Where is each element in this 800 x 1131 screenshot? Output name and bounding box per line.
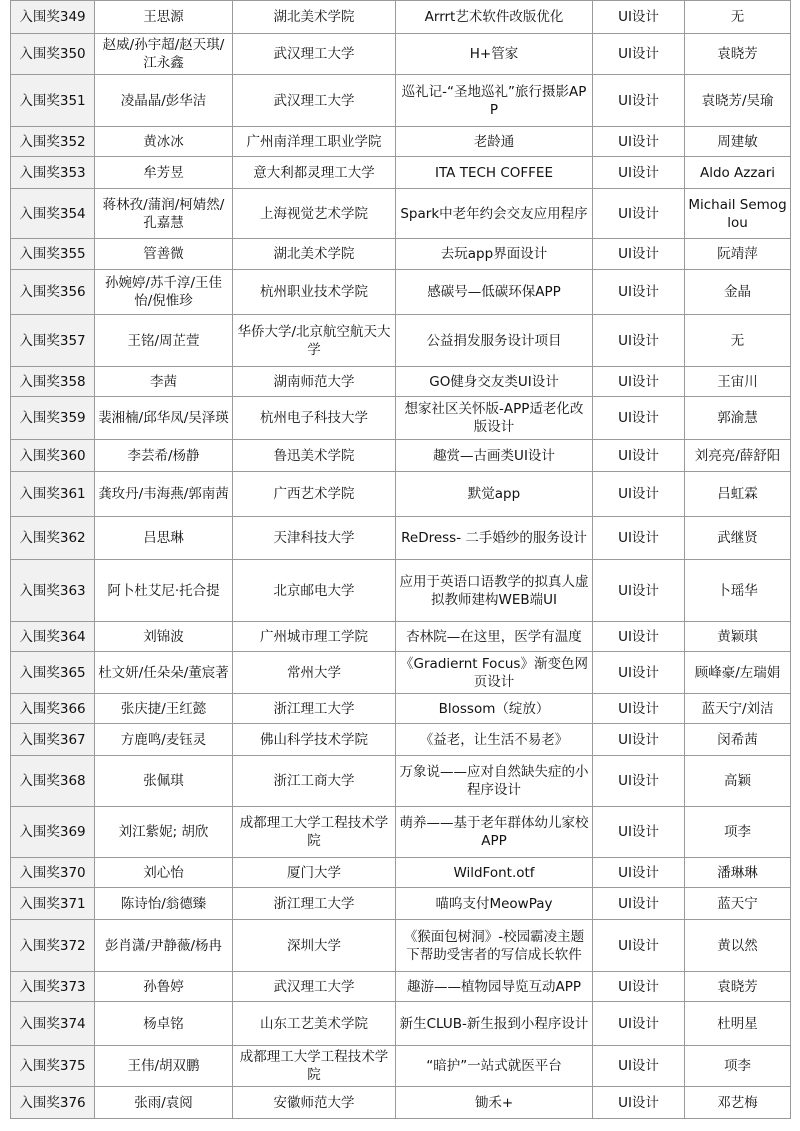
advisor-cell: 黄颖琪 — [685, 622, 791, 652]
award-cell: 入围奖356 — [11, 270, 95, 315]
advisor-cell: Michail Semoglou — [685, 189, 791, 239]
school-cell: 湖南师范大学 — [233, 367, 396, 397]
work-title-cell: 趣游——植物园导览互动APP — [396, 972, 593, 1002]
authors-cell: 裴湘楠/邱华凤/吴泽瑛 — [95, 397, 233, 440]
authors-cell: 张雨/袁阅 — [95, 1087, 233, 1119]
award-cell: 入围奖374 — [11, 1002, 95, 1046]
advisor-cell: 黄以然 — [685, 920, 791, 972]
category-cell: UI设计 — [593, 560, 685, 622]
authors-cell: 赵威/孙宇超/赵天琪/江永鑫 — [95, 34, 233, 75]
table-row — [11, 517, 791, 560]
table-row — [11, 315, 791, 367]
work-title-cell: 公益捐发服务设计项目 — [396, 315, 593, 367]
authors-cell: 吕思琳 — [95, 517, 233, 560]
award-cell: 入围奖365 — [11, 652, 95, 694]
advisor-cell: 吕虹霖 — [685, 472, 791, 517]
work-title-cell: 趣赏—古画类UI设计 — [396, 440, 593, 472]
award-cell: 入围奖370 — [11, 858, 95, 888]
advisor-cell: 杜明星 — [685, 1002, 791, 1046]
category-cell: UI设计 — [593, 652, 685, 694]
award-cell: 入围奖362 — [11, 517, 95, 560]
school-cell: 佛山科学技术学院 — [233, 724, 396, 756]
table-row — [11, 75, 791, 127]
school-cell: 成都理工大学工程技术学院 — [233, 1046, 396, 1087]
table-row — [11, 34, 791, 75]
table-row — [11, 127, 791, 157]
advisor-cell: 卜瑶华 — [685, 560, 791, 622]
school-cell: 杭州职业技术学院 — [233, 270, 396, 315]
table-row — [11, 756, 791, 807]
table-row — [11, 652, 791, 694]
advisor-cell: 项李 — [685, 1046, 791, 1087]
table-row — [11, 239, 791, 270]
authors-cell: 李茜 — [95, 367, 233, 397]
category-cell: UI设计 — [593, 756, 685, 807]
category-cell: UI设计 — [593, 807, 685, 858]
category-cell: UI设计 — [593, 189, 685, 239]
award-cell: 入围奖360 — [11, 440, 95, 472]
authors-cell: 刘锦波 — [95, 622, 233, 652]
school-cell: 安徽师范大学 — [233, 1087, 396, 1119]
authors-cell: 陈诗怡/翁德臻 — [95, 888, 233, 920]
award-cell: 入围奖351 — [11, 75, 95, 127]
advisor-cell: 阮靖萍 — [685, 239, 791, 270]
school-cell: 杭州电子科技大学 — [233, 397, 396, 440]
advisor-cell: 无 — [685, 1, 791, 34]
work-title-cell: ITA TECH COFFEE — [396, 157, 593, 189]
authors-cell: 阿卜杜艾尼·托合提 — [95, 560, 233, 622]
awards-table-body — [11, 1, 791, 1119]
advisor-cell: Aldo Azzari — [685, 157, 791, 189]
award-cell: 入围奖372 — [11, 920, 95, 972]
category-cell: UI设计 — [593, 75, 685, 127]
work-title-cell: 《Gradiernt Focus》渐变色网页设计 — [396, 652, 593, 694]
authors-cell: 黄冰冰 — [95, 127, 233, 157]
work-title-cell: 默觉app — [396, 472, 593, 517]
advisor-cell: 武继贤 — [685, 517, 791, 560]
table-row — [11, 560, 791, 622]
school-cell: 成都理工大学工程技术学院 — [233, 807, 396, 858]
work-title-cell: 萌养——基于老年群体幼儿家校APP — [396, 807, 593, 858]
category-cell: UI设计 — [593, 888, 685, 920]
work-title-cell: ReDress- 二手婚纱的服务设计 — [396, 517, 593, 560]
table-row — [11, 622, 791, 652]
table-row — [11, 972, 791, 1002]
school-cell: 华侨大学/北京航空航天大学 — [233, 315, 396, 367]
award-cell: 入围奖353 — [11, 157, 95, 189]
advisor-cell: 潘琳琳 — [685, 858, 791, 888]
award-cell: 入围奖369 — [11, 807, 95, 858]
advisor-cell: 蓝天宁 — [685, 888, 791, 920]
work-title-cell: 新生CLUB-新生报到小程序设计 — [396, 1002, 593, 1046]
authors-cell: 张佩琪 — [95, 756, 233, 807]
table-row — [11, 694, 791, 724]
category-cell: UI设计 — [593, 858, 685, 888]
award-cell: 入围奖376 — [11, 1087, 95, 1119]
category-cell: UI设计 — [593, 397, 685, 440]
category-cell: UI设计 — [593, 517, 685, 560]
award-cell: 入围奖361 — [11, 472, 95, 517]
authors-cell: 王思源 — [95, 1, 233, 34]
award-cell: 入围奖354 — [11, 189, 95, 239]
award-cell: 入围奖363 — [11, 560, 95, 622]
table-row — [11, 397, 791, 440]
advisor-cell: 袁晓芳 — [685, 972, 791, 1002]
school-cell: 武汉理工大学 — [233, 75, 396, 127]
authors-cell: 杨卓铭 — [95, 1002, 233, 1046]
award-cell: 入围奖368 — [11, 756, 95, 807]
authors-cell: 牟芳昱 — [95, 157, 233, 189]
category-cell: UI设计 — [593, 724, 685, 756]
advisor-cell: 邓艺梅 — [685, 1087, 791, 1119]
award-cell: 入围奖366 — [11, 694, 95, 724]
category-cell: UI设计 — [593, 1046, 685, 1087]
school-cell: 鲁迅美术学院 — [233, 440, 396, 472]
advisor-cell: 金晶 — [685, 270, 791, 315]
authors-cell: 王伟/胡双鹏 — [95, 1046, 233, 1087]
category-cell: UI设计 — [593, 1002, 685, 1046]
award-cell: 入围奖359 — [11, 397, 95, 440]
work-title-cell: 巡礼记-“圣地巡礼”旅行摄影APP — [396, 75, 593, 127]
advisor-cell: 蓝天宁/刘洁 — [685, 694, 791, 724]
school-cell: 浙江工商大学 — [233, 756, 396, 807]
authors-cell: 王铭/周芷萱 — [95, 315, 233, 367]
category-cell: UI设计 — [593, 622, 685, 652]
work-title-cell: 想家社区关怀版-APP适老化改版设计 — [396, 397, 593, 440]
category-cell: UI设计 — [593, 1087, 685, 1119]
award-cell: 入围奖349 — [11, 1, 95, 34]
advisor-cell: 项李 — [685, 807, 791, 858]
advisor-cell: 顾峰豪/左瑞娟 — [685, 652, 791, 694]
category-cell: UI设计 — [593, 315, 685, 367]
authors-cell: 管善微 — [95, 239, 233, 270]
school-cell: 深圳大学 — [233, 920, 396, 972]
school-cell: 广西艺术学院 — [233, 472, 396, 517]
work-title-cell: WildFont.otf — [396, 858, 593, 888]
category-cell: UI设计 — [593, 920, 685, 972]
work-title-cell: Arrrt艺术软件改版优化 — [396, 1, 593, 34]
category-cell: UI设计 — [593, 972, 685, 1002]
category-cell: UI设计 — [593, 270, 685, 315]
authors-cell: 杜文妍/任朵朵/董宸著 — [95, 652, 233, 694]
award-cell: 入围奖367 — [11, 724, 95, 756]
school-cell: 上海视觉艺术学院 — [233, 189, 396, 239]
work-title-cell: GO健身交友类UI设计 — [396, 367, 593, 397]
school-cell: 浙江理工大学 — [233, 888, 396, 920]
authors-cell: 刘江紫妮; 胡欣 — [95, 807, 233, 858]
table-row — [11, 1087, 791, 1119]
award-cell: 入围奖371 — [11, 888, 95, 920]
table-row — [11, 1002, 791, 1046]
awards-table — [10, 0, 791, 1119]
award-cell: 入围奖373 — [11, 972, 95, 1002]
advisor-cell: 袁晓芳/吴瑜 — [685, 75, 791, 127]
table-row — [11, 1, 791, 34]
work-title-cell: 《益老，让生活不易老》 — [396, 724, 593, 756]
work-title-cell: 感碳号—低碳环保APP — [396, 270, 593, 315]
table-row — [11, 367, 791, 397]
authors-cell: 龚玫丹/韦海燕/郭南茜 — [95, 472, 233, 517]
table-row — [11, 724, 791, 756]
table-row — [11, 920, 791, 972]
authors-cell: 孙鲁婷 — [95, 972, 233, 1002]
work-title-cell: 应用于英语口语教学的拟真人虚拟教师建构WEB端UI — [396, 560, 593, 622]
table-row — [11, 270, 791, 315]
authors-cell: 凌晶晶/彭华洁 — [95, 75, 233, 127]
table-row — [11, 157, 791, 189]
advisor-cell: 郭渝慧 — [685, 397, 791, 440]
award-cell: 入围奖357 — [11, 315, 95, 367]
award-cell: 入围奖364 — [11, 622, 95, 652]
award-cell: 入围奖350 — [11, 34, 95, 75]
authors-cell: 彭肖潇/尹静薇/杨冉 — [95, 920, 233, 972]
school-cell: 武汉理工大学 — [233, 34, 396, 75]
advisor-cell: 周建敏 — [685, 127, 791, 157]
school-cell: 湖北美术学院 — [233, 239, 396, 270]
category-cell: UI设计 — [593, 127, 685, 157]
table-row — [11, 807, 791, 858]
category-cell: UI设计 — [593, 239, 685, 270]
authors-cell: 李芸希/杨静 — [95, 440, 233, 472]
award-cell: 入围奖355 — [11, 239, 95, 270]
advisor-cell: 高颖 — [685, 756, 791, 807]
category-cell: UI设计 — [593, 367, 685, 397]
work-title-cell: 锄禾+ — [396, 1087, 593, 1119]
award-cell: 入围奖358 — [11, 367, 95, 397]
work-title-cell: 杏林院—在这里，医学有温度 — [396, 622, 593, 652]
category-cell: UI设计 — [593, 440, 685, 472]
work-title-cell: “暗护”一站式就医平台 — [396, 1046, 593, 1087]
advisor-cell: 王宙川 — [685, 367, 791, 397]
category-cell: UI设计 — [593, 694, 685, 724]
school-cell: 广州南洋理工职业学院 — [233, 127, 396, 157]
school-cell: 北京邮电大学 — [233, 560, 396, 622]
category-cell: UI设计 — [593, 157, 685, 189]
table-row — [11, 858, 791, 888]
work-title-cell: 喵呜支付MeowPay — [396, 888, 593, 920]
category-cell: UI设计 — [593, 1, 685, 34]
work-title-cell: 万象说——应对自然缺失症的小程序设计 — [396, 756, 593, 807]
table-row — [11, 189, 791, 239]
school-cell: 厦门大学 — [233, 858, 396, 888]
school-cell: 常州大学 — [233, 652, 396, 694]
advisor-cell: 闵希茜 — [685, 724, 791, 756]
work-title-cell: Spark中老年约会交友应用程序 — [396, 189, 593, 239]
table-row — [11, 472, 791, 517]
work-title-cell: Blossom（绽放） — [396, 694, 593, 724]
authors-cell: 方鹿鸣/麦钰灵 — [95, 724, 233, 756]
school-cell: 武汉理工大学 — [233, 972, 396, 1002]
advisor-cell: 刘亮亮/薛舒阳 — [685, 440, 791, 472]
award-cell: 入围奖375 — [11, 1046, 95, 1087]
category-cell: UI设计 — [593, 472, 685, 517]
authors-cell: 刘心怡 — [95, 858, 233, 888]
table-row — [11, 440, 791, 472]
category-cell: UI设计 — [593, 34, 685, 75]
work-title-cell: 去玩app界面设计 — [396, 239, 593, 270]
school-cell: 浙江理工大学 — [233, 694, 396, 724]
advisor-cell: 无 — [685, 315, 791, 367]
school-cell: 意大利都灵理工大学 — [233, 157, 396, 189]
school-cell: 广州城市理工学院 — [233, 622, 396, 652]
award-cell: 入围奖352 — [11, 127, 95, 157]
work-title-cell: 老龄通 — [396, 127, 593, 157]
authors-cell: 张庆捷/王红懿 — [95, 694, 233, 724]
authors-cell: 蒋林孜/蒲润/柯婧然/孔嘉慧 — [95, 189, 233, 239]
authors-cell: 孙婉婷/苏千淳/王佳怡/倪惟珍 — [95, 270, 233, 315]
school-cell: 天津科技大学 — [233, 517, 396, 560]
advisor-cell: 袁晓芳 — [685, 34, 791, 75]
work-title-cell: 《猴面包树洞》-校园霸凌主题下帮助受害者的写信成长软件 — [396, 920, 593, 972]
school-cell: 湖北美术学院 — [233, 1, 396, 34]
work-title-cell: H+管家 — [396, 34, 593, 75]
school-cell: 山东工艺美术学院 — [233, 1002, 396, 1046]
table-row — [11, 888, 791, 920]
table-row — [11, 1046, 791, 1087]
